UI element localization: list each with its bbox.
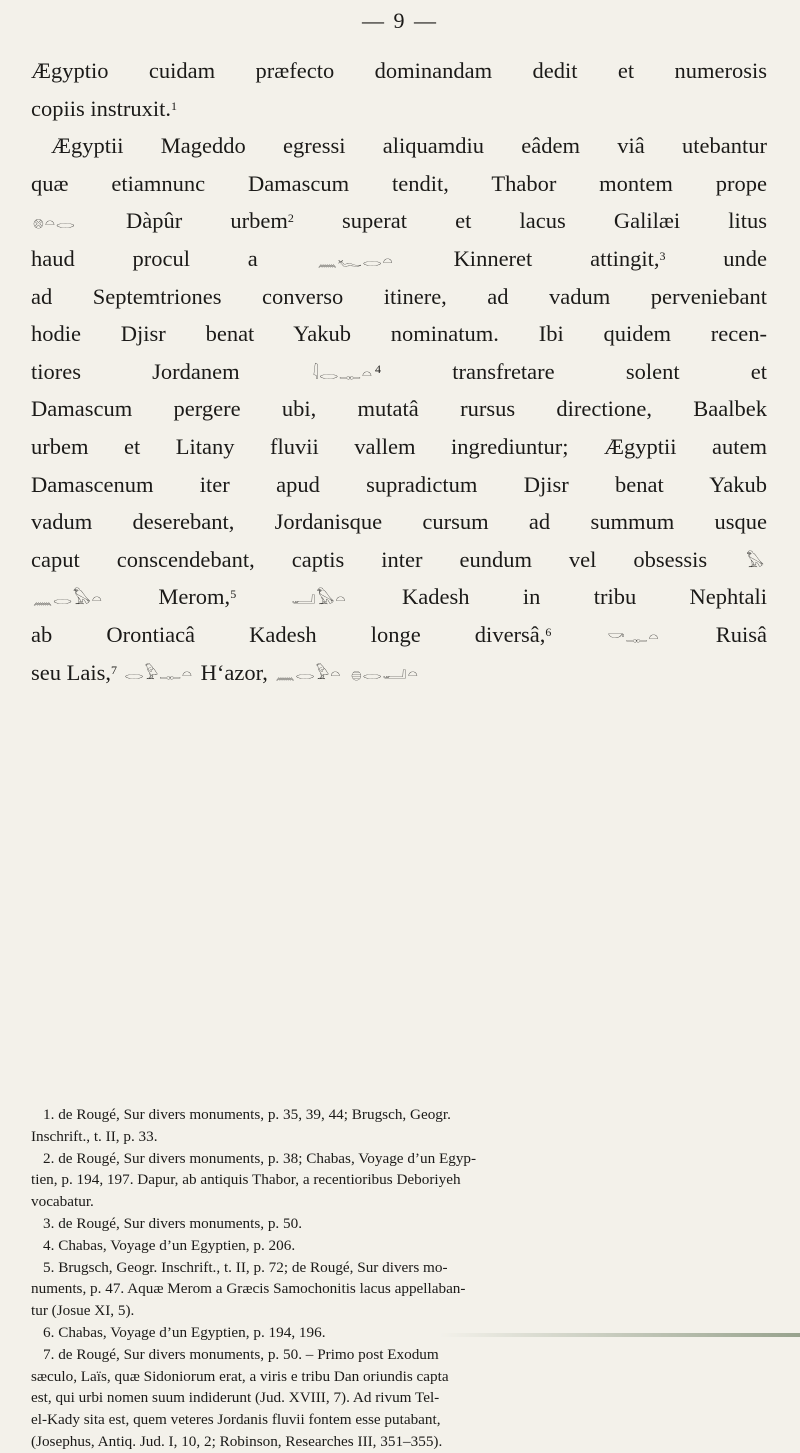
footnote-line: tien, p. 194, 197. Dapur, ab antiquis Thabor, a recentioribus Deboriyeh [31, 1171, 461, 1189]
footnote-ref: 1 [171, 98, 177, 113]
footnote-ref: 7 [110, 662, 117, 677]
footnote-ref: 6 [545, 624, 552, 639]
footnote-line: est, qui urbi nomen suum indiderunt (Jud. XVIII, 7). Ad rivum Tel- [31, 1389, 440, 1407]
hieroglyph-group: 𓈖𓂋𓅱𓏏 [275, 664, 342, 684]
hieroglyph-group: 𓂋𓅱𓊃𓏏 [124, 664, 194, 684]
footnote: 4. Chabas, Voyage d’un Egyptien, p. 206. [43, 1236, 296, 1254]
footnote-line: vocabatur. [31, 1193, 94, 1211]
text-line: caput conscendebant, captis inter eundum vel obsessis 𓅃 [31, 546, 766, 572]
text-line: Ægyptii Mageddo egressi aliquamdiu eâdem viâ utebantur [51, 133, 767, 159]
hieroglyph-group: 𓈖𓂋𓅃𓏏 [33, 589, 103, 609]
hieroglyph-group: 𓅃 [746, 551, 766, 571]
text-line: Damascum pergere ubi, mutatâ rursus directione, Baalbek [31, 396, 767, 422]
text-line: quæ etiamnunc Damascum tendit, Thabor montem prope [31, 170, 767, 196]
text-line: urbem et Litany fluvii vallem ingrediuntur; Ægyptii autem [31, 433, 767, 459]
footnote-ref: 4 [375, 361, 382, 376]
hieroglyph-group: 𓈖𓆑𓂋𓏏 [317, 250, 394, 270]
footnote: 7. de Rougé, Sur divers monuments, p. 50. – Primo post Exodum [43, 1345, 439, 1363]
text-line: Damascenum iter apud supradictum Djisr benat Yakub [31, 471, 767, 497]
page-edge-stain [440, 1333, 800, 1337]
text-line: hodie Djisr benat Yakub nominatum. Ibi quidem recen- [31, 321, 767, 347]
footnote: 2. de Rougé, Sur divers monuments, p. 38; Chabas, Voyage d’un Egyp- [43, 1149, 477, 1167]
footnote: 6. Chabas, Voyage d’un Egyptien, p. 194, 196. [43, 1323, 326, 1341]
hieroglyph-group: 𓂝𓅃𓏏 [291, 589, 347, 609]
main-text [31, 52, 767, 691]
footnote: 5. Brugsch, Geogr. Inschrift., t. II, p. 72; de Rougé, Sur divers mo- [43, 1258, 448, 1276]
hieroglyph-group: 𓎡𓊃𓏏 [607, 626, 660, 646]
text-line: 𓈖𓂋𓅃𓏏 Merom,$^5$ 𓂝𓅃𓏏 Kadesh in tribu Nephtali [33, 584, 767, 610]
footnote-ref: 5 [230, 587, 237, 602]
footnote: 1. de Rougé, Sur divers monuments, p. 35, 39, 44; Brugsch, Geogr. [43, 1106, 451, 1123]
footnote-ref: 3 [659, 248, 666, 263]
text-line: seu Lais,$^7$ 𓂋𓅱𓊃𓏏 H‘azor, 𓈖𓂋𓅱𓏏 𓐍𓂋𓂝𓏏 [31, 659, 419, 685]
hieroglyph-group: 𓊖𓏏𓂋 [33, 213, 76, 233]
footnote-line: Inschrift., t. II, p. 33. [31, 1127, 158, 1145]
text-line: copiis instruxit.$^1$ [31, 95, 177, 121]
footnote-line: el-Kady sita est, quem veteres Jordanis fluvii fontem esse putabant, [31, 1411, 441, 1429]
footnotes [31, 1104, 767, 1453]
page-number: — 9 — [362, 8, 438, 33]
footnote-line: numents, p. 47. Aquæ Merom a Græcis Samochonitis lacus appellaban- [31, 1280, 466, 1298]
footnote-line: sæculo, Laïs, quæ Sidoniorum erat, a viris e tribu Dan oriundis capta [31, 1367, 449, 1385]
footnote-ref: 2 [287, 211, 294, 226]
footnote: 3. de Rougé, Sur divers monuments, p. 50. [43, 1214, 303, 1232]
text-line: tiores Jordanem 𓇋𓂋𓊃𓏏 $^4$ transfretare solent et [31, 358, 767, 384]
text-line: Ægyptio cuidam præfecto dominandam dedit et numerosis [31, 58, 767, 83]
text-line: ab Orontiacâ Kadesh longe diversâ,$^6$ 𓎡𓊃𓏏 Ruisâ [31, 621, 767, 647]
hieroglyph-group: 𓐍𓂋𓂝𓏏 [350, 664, 419, 684]
hieroglyph-group: 𓇋𓂋𓊃𓏏 [312, 363, 374, 383]
text-line: vadum deserebant, Jordanisque cursum ad summum usque [31, 509, 767, 535]
text-line: ad Septemtriones converso itinere, ad vadum perveniebant [31, 283, 767, 309]
footnote-line: (Josephus, Antiq. Jud. I, 10, 2; Robinson, Researches III, 351–355). [31, 1432, 443, 1450]
text-line: 𓊖𓏏𓂋 Dàpûr urbem$^2$ superat et lacus Galilæi litus [33, 208, 767, 234]
footnote-line: tur (Josue XI, 5). [31, 1302, 135, 1320]
text-line: haud procul a 𓈖𓆑𓂋𓏏 Kinneret attingit,$^3$ unde [31, 245, 767, 271]
